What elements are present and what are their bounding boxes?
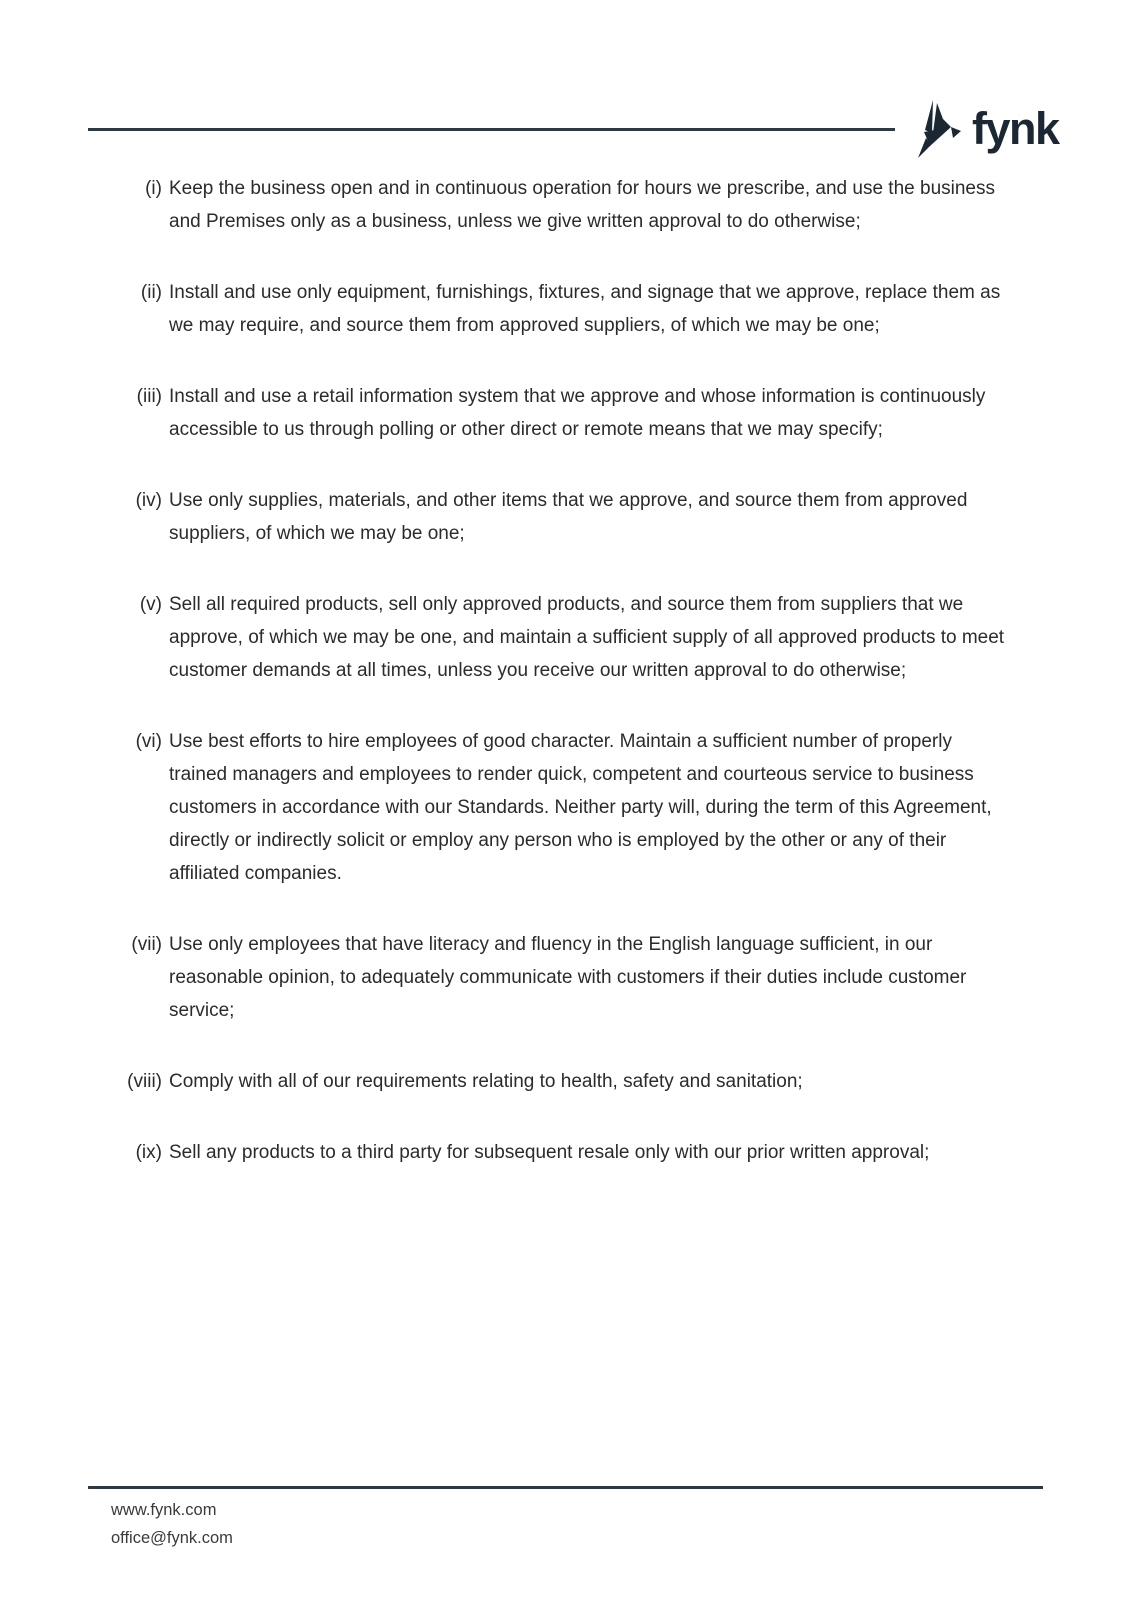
- list-item-marker: (ii): [140, 282, 162, 303]
- footer-contact: [111, 1496, 233, 1552]
- list-item-marker: (ix): [135, 1142, 162, 1163]
- list-item: [101, 484, 1016, 550]
- list-item-text: Comply with all of our requirements relating to health, safety and sanitation;: [169, 1071, 803, 1092]
- list-item: [101, 588, 1016, 687]
- list-item-marker: (iii): [136, 386, 162, 407]
- list-item-text: Keep the business open and in continuous operation for hours we prescribe, and use the business and Premises only as a business, unless we give written approval to do otherwise;: [169, 178, 995, 232]
- list-item-text: Use only supplies, materials, and other items that we approve, and source them from approved suppliers, of which we may be one;: [169, 490, 968, 544]
- list-item-marker: (iv): [135, 490, 162, 511]
- list-item-text: Install and use only equipment, furnishings, fixtures, and signage that we approve, replace them as we may require, and source them from approved suppliers, of which we may be one;: [169, 282, 1001, 336]
- clause-list: [101, 172, 1016, 1207]
- list-item-text: Use best efforts to hire employees of good character. Maintain a sufficient number of properly trained managers and employees to render quick, competent and courteous service to business customers in accordance with our Standards. Neither party will, during the term of this Agreement, directly or indirectly solicit or employ any person who is employed by the other or any of their affiliated companies.: [169, 731, 992, 884]
- logo-wordmark: fynk: [972, 103, 1059, 154]
- list-item-marker: (viii): [127, 1071, 162, 1092]
- footer-rule: [88, 1486, 1043, 1489]
- footer-email: office@fynk.com: [111, 1529, 233, 1547]
- origami-bird-icon: [916, 100, 962, 160]
- list-item: [101, 380, 1016, 446]
- header-rule: [88, 128, 895, 131]
- list-item-marker: (vii): [131, 934, 162, 955]
- list-item: [101, 928, 1016, 1027]
- list-item: [101, 725, 1016, 890]
- list-item-text: Sell any products to a third party for subsequent resale only with our prior written approval;: [169, 1142, 930, 1163]
- list-item-marker: (vi): [135, 731, 162, 752]
- list-item: [101, 1136, 1016, 1169]
- list-item: [101, 276, 1016, 342]
- list-item: [101, 172, 1016, 238]
- list-item-marker: (i): [145, 178, 162, 199]
- list-item: [101, 1065, 1016, 1098]
- list-item-text: Sell all required products, sell only approved products, and source them from suppliers that we approve, of which we may be one, and maintain a sufficient supply of all approved products to meet customer demands at all times, unless you receive our written approval to do otherwise;: [169, 594, 1005, 681]
- list-item-text: Use only employees that have literacy and fluency in the English language sufficient, in our reasonable opinion, to adequately communicate with customers if their duties include customer service;: [169, 934, 967, 1021]
- footer-website: www.fynk.com: [111, 1501, 217, 1519]
- fynk-logo: [916, 100, 1059, 160]
- list-item-text: Install and use a retail information system that we approve and whose information is continuously accessible to us through polling or other direct or remote means that we may specify;: [169, 386, 986, 440]
- list-item-marker: (v): [139, 594, 162, 615]
